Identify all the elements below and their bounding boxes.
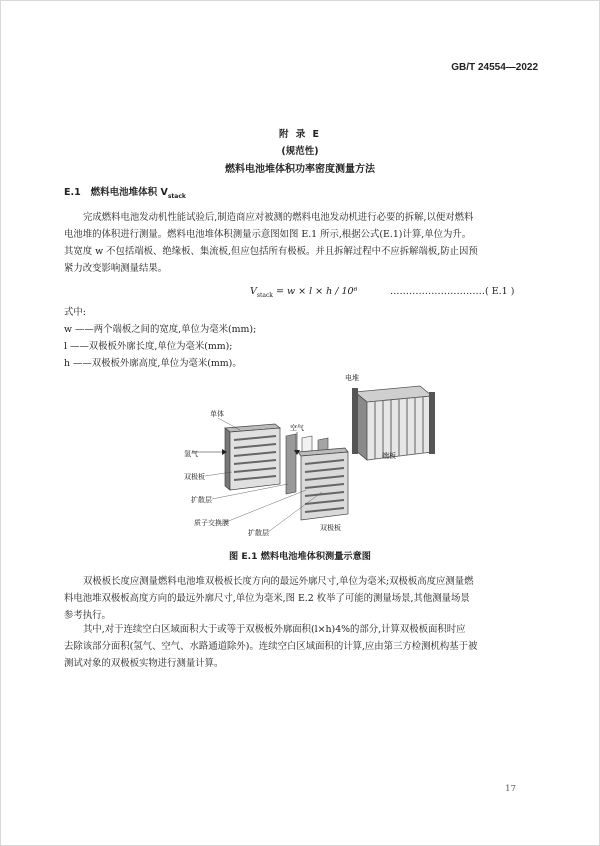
para2-line: 参考执行。 bbox=[64, 610, 111, 621]
section-title: 燃料电池堆体积 V bbox=[90, 187, 168, 198]
para1-line: 紧力改变影响测量结果。 bbox=[64, 263, 168, 274]
label-stack: 电堆 bbox=[345, 374, 359, 382]
figure-caption: 图 E.1 燃料电池堆体积测量示意图 bbox=[229, 551, 371, 562]
where-item-h: h ——双极板外廓高度,单位为毫米(mm)。 bbox=[64, 358, 242, 369]
annex-type: (规范性) bbox=[281, 146, 319, 157]
label-diffusion-right: 扩散层 bbox=[248, 529, 269, 537]
para1-line: 其宽度 w 不包括端板、绝缘板、集流板,但应包括所有极板。并且拆解过程中不应拆解端板,防止因预 bbox=[64, 246, 478, 257]
para3-line: 其中,对于连续空白区域面积大于或等于双极板外廓面积(l×h)4%的部分,计算双极板面积时应 bbox=[83, 624, 466, 635]
para2-line: 料电池堆双极板高度方向的最远外廓尺寸,单位为毫米,图 E.2 枚举了可能的测量场景,其他测量场景 bbox=[64, 593, 470, 604]
cell-left bbox=[225, 424, 280, 490]
layer-diffusion-left bbox=[286, 434, 296, 494]
label-pem: 质子交换膜 bbox=[194, 519, 229, 527]
annex-title: 燃料电池堆体积功率密度测量方法 bbox=[225, 164, 375, 175]
label-diffusion-left: 扩散层 bbox=[191, 496, 212, 504]
section-title-sub: stack bbox=[167, 192, 186, 200]
label-bipolar-left: 双极板 bbox=[184, 473, 205, 481]
para3-line: 去除该部分面积(氢气、空气、水路通道除外)。连续空白区域面积的计算,应由第三方检测机构基于被 bbox=[64, 641, 478, 652]
para2-line: 双极板长度应测量燃料电池堆双极板长度方向的最远外廓尺寸,单位为毫米;双极板高度应测量燃 bbox=[83, 576, 474, 587]
annex-label: 附 录 E bbox=[278, 129, 322, 140]
paragraph-3 bbox=[64, 621, 534, 672]
fuel-cell-stack-diagram bbox=[170, 372, 440, 540]
formula-rhs: = w × l × h / 10⁶ bbox=[272, 286, 358, 297]
formula-lhs: V bbox=[250, 286, 257, 297]
para1-line: 完成燃料电池发动机性能试验后,制造商应对被测的燃料电池发动机进行必要的拆解,以便对燃料 bbox=[83, 212, 474, 223]
section-heading bbox=[64, 184, 186, 200]
label-cell: 单体 bbox=[210, 410, 224, 418]
where-item-w: w ——两个端板之间的宽度,单位为毫米(mm); bbox=[64, 324, 257, 335]
page-number: 17 bbox=[505, 784, 516, 794]
formula-lhs-sub: stack bbox=[256, 291, 273, 299]
para3-line: 测试对象的双极板实物进行测量计算。 bbox=[64, 658, 224, 669]
formula bbox=[250, 286, 357, 299]
paragraph-2 bbox=[64, 573, 534, 624]
label-air: 空气 bbox=[290, 424, 304, 432]
section-number: E.1 bbox=[64, 187, 81, 198]
label-bipolar-right: 双极板 bbox=[320, 524, 341, 532]
label-end-plate: 端板 bbox=[382, 452, 396, 460]
label-hydrogen: 氢气 bbox=[184, 450, 198, 458]
standard-number: GB/T 24554—2022 bbox=[451, 62, 538, 73]
para1-line: 电池堆的体积进行测量。燃料电池堆体积测量示意图如图 E.1 所示,根据公式(E.1)计算,单位为升。 bbox=[64, 229, 472, 240]
stack-illustration bbox=[352, 386, 435, 460]
paragraph-1 bbox=[64, 209, 534, 277]
bipolar-plate-right bbox=[298, 448, 348, 520]
formula-number: …………………………( E.1 ) bbox=[390, 286, 515, 297]
where-intro: 式中: bbox=[64, 307, 86, 318]
where-item-l: l ——双极板外廓长度,单位为毫米(mm); bbox=[64, 341, 233, 352]
